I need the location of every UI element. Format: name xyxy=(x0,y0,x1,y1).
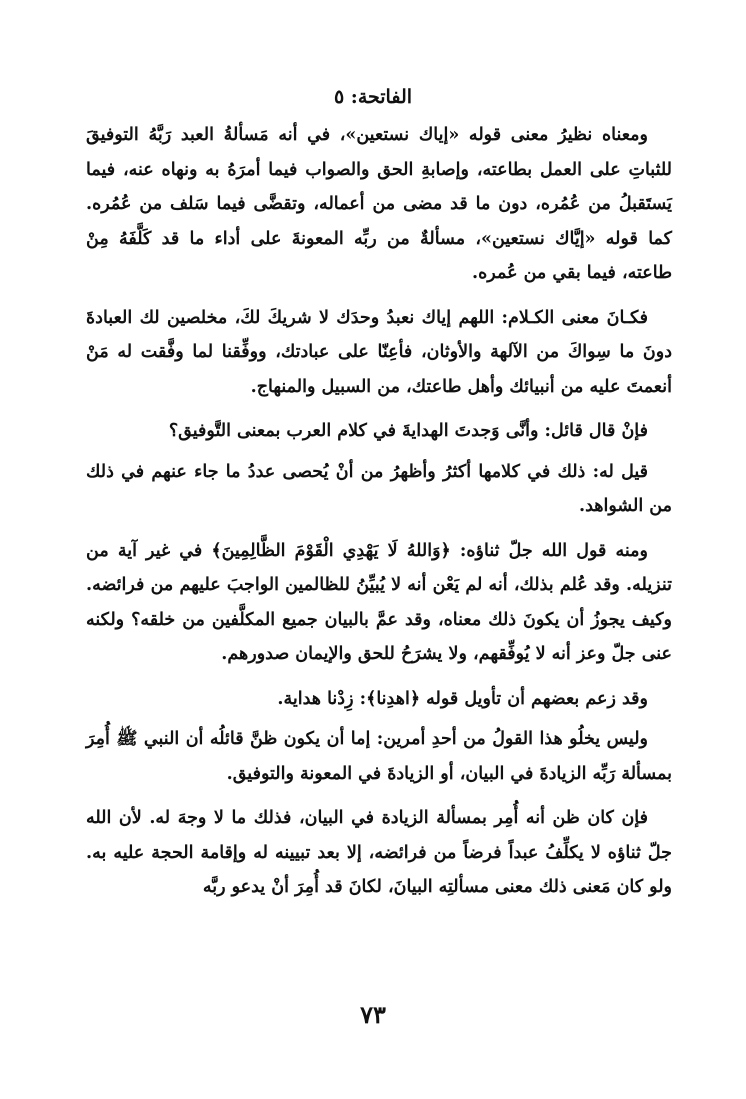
paragraph-quran-evidence: ومنه قول الله جلّ ثناؤه: ﴿وَاللهُ لَا يَهْدِي الْقَوْمَ الظَّالِمِينَ﴾ في غير آية من تنزيله. وقد عُلم بذلك، أنه لم يَعْن أنه لا يُبيِّنُ للظالمين الواجبَ عليهم من فرائضه. وكيف يجوزُ أن يكونَ ذلك معناه، وقد عمَّ بالبيان جميع المكلَّفين من خلقه؟ ولكنه عنى جلّ وعز أنه لا يُوفِّقهم، ولا يشرَحُ للحق والإيمان صدورهم. xyxy=(86,540,672,664)
paragraph-meaning-of-speech: فكـانَ معنى الكـلام: اللهم إياك نعبدُ وحدَك لا شريكَ لكَ، مخلصين لك العبادةَ دونَ ما سِواكَ من الآلهة والأوثان، فأعِنّا على عبادتك، ووفِّقنا لما وفَّقت له مَنْ أنعمتَ عليه من أنبيائك وأهل طاعتك، من السبيل والمنهاج. xyxy=(86,307,672,397)
page-number: ٧٣ xyxy=(360,1000,386,1029)
running-header: الفاتحة: ٥ xyxy=(333,86,413,108)
paragraph-meaning-guidance: ومعناه نظيرُ معنى قوله «إياك نستعين»، في أنه مَسألةُ العبد رَبَّهُ التوفيقَ للثباتِ على العمل بطاعته، وإصابةِ الحق والصواب فيما أمرَهُ به ونهاه عنه، فيما يَستَقبلُ من عُمُره، دون ما قد مضى من أعماله، وتقضَّى فيما سَلف من عُمُره. كما قوله «إيَّاك نستعين»، مسألةٌ من ربِّه المعونةَ على أداء ما قد كَلَّفَهُ مِنْ طاعته، فيما بقي من عُمره. xyxy=(86,125,672,283)
paragraph-two-options: وليس يخلُو هذا القولُ من أحدِ أمرين: إما أن يكون ظنَّ قائلُه أن النبي ﷺ أُمِرَ بمسألة رَبِّه الزيادةَ في البيان، أو الزيادةَ في المعونة والتوفيق. xyxy=(86,729,672,784)
paragraph-answer: قيل له: ذلك في كلامها أكثرُ وأظهرُ من أنْ يُحصى عددُ ما جاء عنهم في ذلك من الشواهد. xyxy=(86,461,672,516)
paragraph-question: فإنْ قال قائل: وأنَّى وَجدتَ الهدايةَ في كلام العرب بمعنى التَّوفيق؟ xyxy=(168,421,648,441)
body-text xyxy=(86,118,672,915)
paragraph-claim: وقد زعم بعضهم أن تأويل قوله ﴿اهدِنا﴾: زِدْنا هداية. xyxy=(277,688,648,709)
paragraph-refutation: فإن كان ظن أنه أُمِر بمسألة الزيادة في البيان، فذلك ما لا وجهَ له. لأن الله جلّ ثناؤه لا يكلِّفُ عبداً فرضاً من فرائضه، إلا بعد تبيينه له وإقامة الحجة عليه به. ولو كان مَعنى ذلك معنى مسألتِه البيانَ، لكانَ قد أُمِرَ أنْ يدعو ربَّه xyxy=(86,808,672,897)
